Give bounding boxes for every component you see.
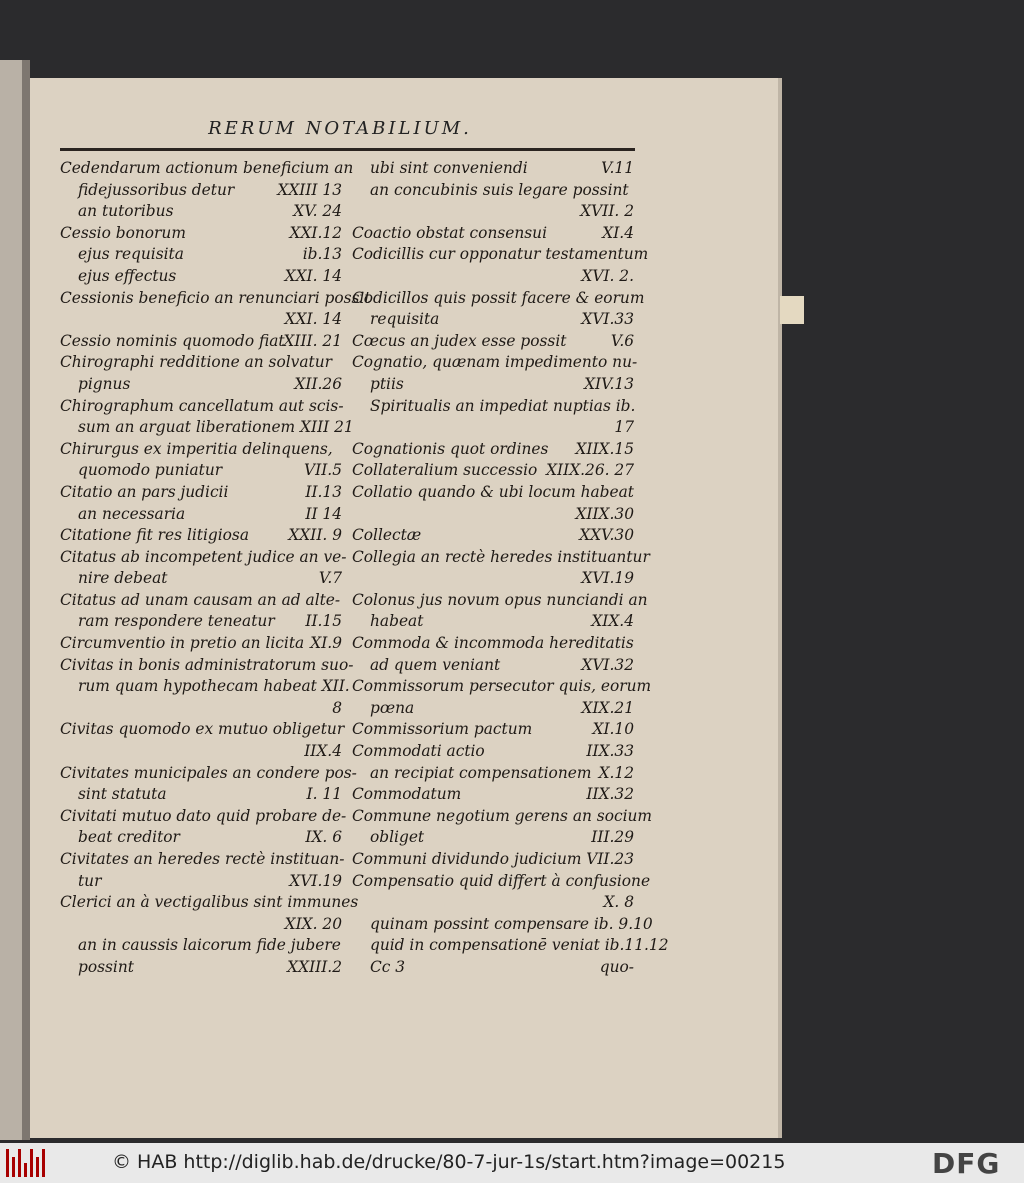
entry-text: Citatus ab incompetent judice an ve- xyxy=(60,547,347,566)
entry-text: an necessaria xyxy=(78,504,186,523)
entry-text: ram respondere teneatur xyxy=(78,612,275,631)
entry-reference: XI.4 xyxy=(602,223,634,242)
entry-reference: XXI. 14 xyxy=(284,310,342,329)
entry-reference: XIV.13 xyxy=(584,374,634,393)
entry-reference: II 14 xyxy=(305,504,342,523)
entry-text: an recipiat compensationem xyxy=(370,763,592,782)
index-entry xyxy=(352,460,634,482)
entry-text: sum an arguat liberationem XIII 21 xyxy=(78,418,354,437)
index-entry xyxy=(352,158,634,180)
entry-text: pœna xyxy=(370,698,415,717)
entry-reference: XXIII 13 xyxy=(277,180,342,199)
entry-text: ad quem veniant xyxy=(370,655,501,674)
entry-text: Civitati mutuo dato quid probare de- xyxy=(60,806,347,825)
index-entry xyxy=(60,763,357,785)
entry-reference: V.7 xyxy=(318,569,342,588)
index-entry xyxy=(60,482,342,504)
entry-reference: III.29 xyxy=(591,828,634,847)
entry-text: Codicillis cur opponatur testamentum xyxy=(352,245,649,264)
entry-text: tur xyxy=(78,871,102,890)
entry-text: requisita xyxy=(370,310,440,329)
index-entry xyxy=(352,719,634,741)
entry-text: Citatio an pars judicii xyxy=(60,482,229,501)
index-entry xyxy=(352,611,634,633)
entry-reference: VII.23 xyxy=(586,850,634,868)
entry-text: Chirographum cancellatum aut scis- xyxy=(60,396,344,415)
entry-text: Spiritualis an impediat nuptias ib. xyxy=(370,396,636,415)
entry-text: ejus requisita xyxy=(78,245,184,264)
entry-text: Commissorium pactum xyxy=(352,720,533,739)
index-entry xyxy=(352,914,653,936)
entry-text: Collectæ xyxy=(352,526,422,545)
index-entry xyxy=(352,806,653,828)
entry-text: Commissorum persecutor quis, eorum xyxy=(352,677,652,696)
index-entry xyxy=(60,611,342,633)
entry-reference: XVI.32 xyxy=(581,655,634,674)
entry-reference: XVI. 2. xyxy=(581,266,634,285)
entry-reference: quo- xyxy=(599,957,634,976)
index-entry xyxy=(352,439,634,461)
entry-text: Chirographi redditione an solvatur xyxy=(60,353,332,372)
index-entry xyxy=(352,741,634,763)
entry-reference: V.11 xyxy=(601,159,634,177)
index-entry xyxy=(352,698,634,720)
entry-text: habeat xyxy=(370,612,424,631)
entry-reference: IIX.32 xyxy=(586,785,634,804)
entry-text: Civitates an heredes rectè instituan- xyxy=(60,850,345,868)
entry-reference: XII.26 xyxy=(294,374,342,393)
index-entry xyxy=(352,223,634,245)
entry-text: Codicillos quis possit facere & eorum xyxy=(352,288,645,307)
index-entry xyxy=(60,504,342,526)
index-entry xyxy=(60,331,342,353)
entry-reference: XIII. 21 xyxy=(283,331,342,350)
index-entry xyxy=(60,849,345,871)
entry-reference: XXV.30 xyxy=(579,526,634,545)
index-entry xyxy=(352,763,634,785)
index-entry xyxy=(352,935,669,957)
index-entry xyxy=(60,806,347,828)
index-entry xyxy=(352,547,650,569)
entry-reference: XIX.21 xyxy=(581,698,634,717)
index-entry xyxy=(60,547,347,569)
entry-reference: XI.9 xyxy=(310,634,342,653)
entry-reference: ib.13 xyxy=(302,245,342,264)
entry-reference: II.15 xyxy=(305,612,342,631)
index-entry xyxy=(352,482,634,504)
entry-text: Citatione fit res litigiosa xyxy=(60,526,250,545)
index-entry xyxy=(60,827,342,849)
entry-text: quid in compensationē veniat ib.11.12 xyxy=(370,936,669,955)
entry-reference: IIX.33 xyxy=(586,742,634,761)
index-entry xyxy=(60,957,342,979)
entry-reference: XIIX.30 xyxy=(575,504,634,523)
entry-text: Citatus ad unam causam an ad alte- xyxy=(60,590,341,609)
entry-reference: XXI. 14 xyxy=(284,266,342,285)
index-entry xyxy=(352,784,634,806)
entry-text: pignus xyxy=(78,374,131,393)
entry-text: an tutoribus xyxy=(78,202,174,221)
index-entry xyxy=(60,698,342,720)
index-entry xyxy=(352,331,634,353)
index-entry xyxy=(60,417,354,439)
index-entry xyxy=(60,352,342,374)
entry-text: Commodatum xyxy=(352,785,462,804)
index-entry xyxy=(60,460,342,482)
copyright-link[interactable]: © HAB http://diglib.hab.de/drucke/80-7-jur-1s/start.htm?image=00215 xyxy=(112,1151,786,1173)
entry-text: quinam possint compensare ib. 9.10 xyxy=(370,914,653,933)
page-header: RERUM NOTABILIUM. xyxy=(208,118,472,139)
index-entry xyxy=(60,244,342,266)
entry-reference: XXI.12 xyxy=(289,223,342,242)
page-edge xyxy=(778,78,782,1138)
entry-reference: XI.10 xyxy=(592,720,634,739)
entry-text: Collateralium successio xyxy=(352,461,538,480)
entry-reference: IX. 6 xyxy=(305,828,342,847)
entry-text: an in caussis laicorum fide jubere xyxy=(78,936,341,955)
index-entry xyxy=(352,849,634,871)
index-entry xyxy=(60,396,342,418)
index-entry xyxy=(352,871,651,893)
index-entry xyxy=(352,568,634,590)
entry-reference: XXIII.2 xyxy=(287,957,342,976)
entry-text: Civitates municipales an condere pos- xyxy=(60,763,357,782)
entry-text: sint statuta xyxy=(78,785,167,804)
entry-reference: IIX.4 xyxy=(304,742,342,761)
index-entry xyxy=(60,568,342,590)
index-entry xyxy=(60,784,342,806)
index-entry xyxy=(60,892,359,914)
entry-reference: XIX.4 xyxy=(591,612,634,631)
index-entry xyxy=(352,309,634,331)
entry-reference: XIX. 20 xyxy=(284,914,342,933)
entry-text: Civitas quomodo ex mutuo obligetur xyxy=(60,720,345,739)
index-entry xyxy=(352,633,634,655)
entry-text: Circumventio in pretio an licita xyxy=(60,634,305,653)
index-entry xyxy=(352,892,634,914)
entry-text: Commodati actio xyxy=(352,742,485,761)
index-entry xyxy=(352,504,634,526)
index-entry xyxy=(60,914,342,936)
index-entry xyxy=(352,244,649,266)
index-entry xyxy=(60,180,342,202)
index-entry xyxy=(60,741,342,763)
index-entry xyxy=(352,417,634,439)
entry-text: an concubinis suis legare possint xyxy=(370,180,629,199)
entry-text: Communi dividundo judicium xyxy=(352,850,582,868)
index-entry xyxy=(60,633,342,655)
index-entry xyxy=(60,223,342,245)
index-entry xyxy=(60,309,342,331)
index-entry xyxy=(352,655,634,677)
entry-text: Cognationis quot ordines xyxy=(352,439,549,458)
entry-reference: V.6 xyxy=(610,331,634,350)
index-entry xyxy=(352,374,634,396)
entry-text: ubi sint conveniendi xyxy=(370,159,528,177)
entry-reference: XVI.19 xyxy=(289,871,342,890)
entry-text: Collegia an rectè heredes instituantur xyxy=(352,547,650,566)
footer-bar xyxy=(0,1143,1024,1183)
index-entry xyxy=(60,288,371,310)
entry-text: Civitas in bonis administratorum suo- xyxy=(60,655,354,674)
entry-text: possint xyxy=(78,957,134,976)
entry-text: Commune negotium gerens an socium xyxy=(352,806,653,825)
index-entry xyxy=(60,374,342,396)
entry-reference: VII.5 xyxy=(304,461,342,480)
entry-text: Collatio quando & ubi locum habeat xyxy=(352,482,634,501)
entry-reference: XXII. 9 xyxy=(288,526,342,545)
index-entry xyxy=(60,676,350,698)
entry-reference: X.12 xyxy=(598,763,634,782)
entry-text: Cedendarum actionum beneficium an xyxy=(60,159,354,177)
index-entry xyxy=(60,439,342,461)
entry-text: Colonus jus novum opus nunciandi an xyxy=(352,590,648,609)
entry-text: Clerici an à vectigalibus sint immunes xyxy=(60,893,359,912)
entry-reference: 17 xyxy=(614,418,634,437)
entry-text: quomodo puniatur xyxy=(78,461,223,480)
entry-text: Commoda & incommoda hereditatis xyxy=(352,634,634,653)
hab-logo-icon[interactable] xyxy=(6,1149,46,1177)
entry-reference: I. 11 xyxy=(306,785,342,804)
entry-text: Chirurgus ex imperitia delinquens, xyxy=(60,439,333,458)
dfg-logo[interactable]: DFG xyxy=(932,1147,1001,1180)
entry-text: fidejussoribus detur xyxy=(78,180,235,199)
index-entry xyxy=(60,935,342,957)
entry-reference: XV. 24 xyxy=(293,202,342,221)
index-entry xyxy=(352,590,648,612)
index-entry xyxy=(60,590,342,612)
index-entry xyxy=(60,158,354,180)
entry-reference: XVI.19 xyxy=(581,569,634,588)
entry-reference: 8 xyxy=(332,698,342,717)
entry-text: Cognatio, quænam impedimento nu- xyxy=(352,353,638,372)
entry-text: ejus effectus xyxy=(78,266,177,285)
index-entry xyxy=(352,676,652,698)
index-entry xyxy=(352,180,634,202)
entry-reference: II.13 xyxy=(305,482,342,501)
entry-text: rum quam hypothecam habeat XII. xyxy=(78,677,350,696)
entry-reference: X. 8 xyxy=(603,893,634,912)
index-entry xyxy=(60,655,354,677)
index-entry xyxy=(352,201,634,223)
entry-reference: XIIX.26. 27 xyxy=(546,461,634,480)
entry-text: Coactio obstat consensui xyxy=(352,223,548,242)
entry-text: nire debeat xyxy=(78,569,168,588)
previous-page-edge xyxy=(0,60,22,1140)
entry-reference: XVI.33 xyxy=(581,310,634,329)
header-rule xyxy=(60,148,635,151)
entry-text: beat creditor xyxy=(78,828,180,847)
entry-text: Cessio bonorum xyxy=(60,223,186,242)
index-entry xyxy=(352,288,645,310)
index-entry xyxy=(60,266,342,288)
index-entry xyxy=(352,396,634,418)
index-entry xyxy=(60,871,342,893)
entry-text: obliget xyxy=(370,828,425,847)
entry-reference: XVII. 2 xyxy=(580,202,634,221)
index-entry xyxy=(352,352,638,374)
entry-text: Cessionis beneficio an renunciari possit xyxy=(60,288,371,307)
index-entry xyxy=(352,827,634,849)
bookmark-tab xyxy=(780,296,804,324)
index-entry xyxy=(60,201,342,223)
index-entry xyxy=(60,525,342,547)
index-entry xyxy=(352,525,634,547)
index-column-left xyxy=(60,158,371,979)
page-gutter-shadow xyxy=(22,60,30,1140)
entry-text: Cc 3 xyxy=(370,957,406,976)
index-entry xyxy=(352,266,634,288)
entry-text: Cessio nominis quomodo fiat xyxy=(60,331,285,350)
entry-reference: XIIX.15 xyxy=(575,439,634,458)
entry-text: ptiis xyxy=(370,374,404,393)
index-column-right xyxy=(352,158,669,979)
index-entry xyxy=(60,719,345,741)
index-entry xyxy=(352,957,634,979)
entry-text: Cœcus an judex esse possit xyxy=(352,331,567,350)
entry-text: Compensatio quid differt à confusione xyxy=(352,871,651,890)
